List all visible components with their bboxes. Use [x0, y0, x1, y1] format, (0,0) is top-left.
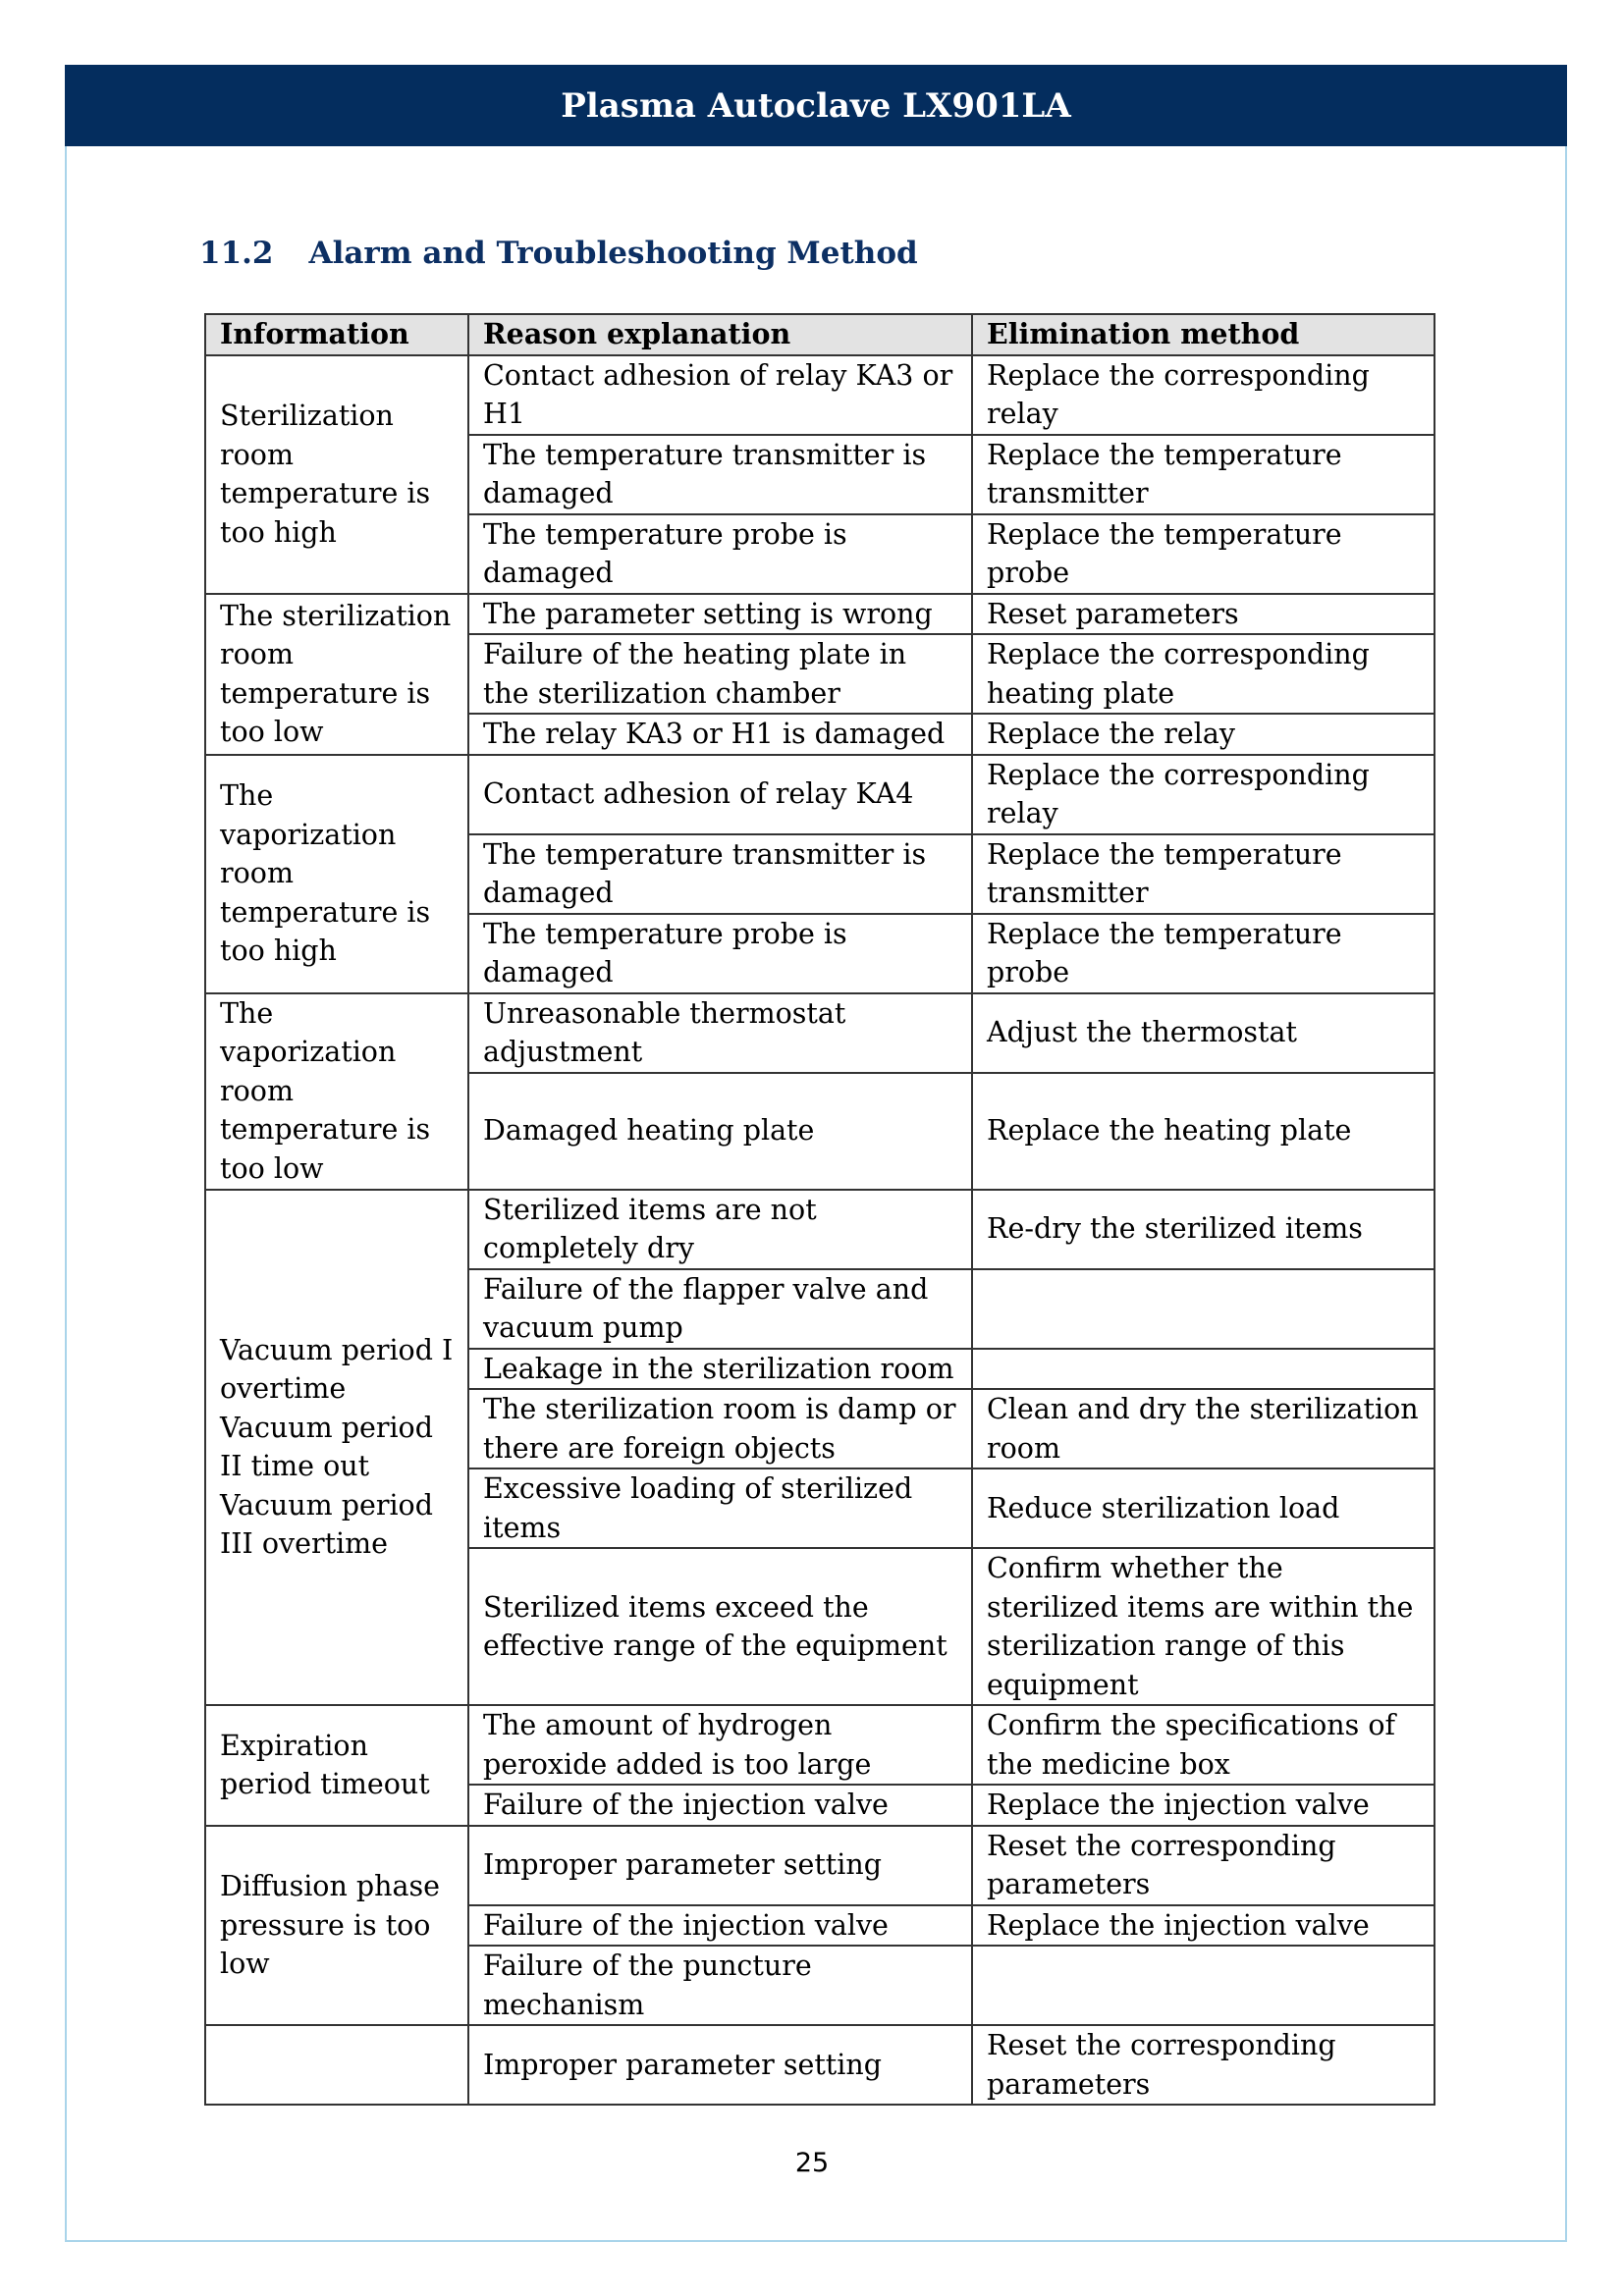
reason-cell: Excessive loading of sterilized items: [468, 1468, 972, 1548]
method-cell: Replace the temperature transmitter: [972, 435, 1435, 514]
method-cell: Confirm whether the sterilized items are within the sterilization range of this equipment: [972, 1548, 1435, 1705]
method-cell: Confirm the specifications of the medicine box: [972, 1705, 1435, 1785]
method-cell: Reset parameters: [972, 594, 1435, 635]
section-heading: [199, 236, 918, 271]
table-row: [205, 1705, 1435, 1785]
table-row: [205, 594, 1435, 635]
reason-cell: Improper parameter setting: [468, 1826, 972, 1905]
document-title: Plasma Autoclave LX901LA: [561, 85, 1071, 126]
reason-cell: Failure of the puncture mechanism: [468, 1946, 972, 2025]
table-row: [205, 1190, 1435, 1269]
reason-cell: The relay KA3 or H1 is damaged: [468, 714, 972, 755]
reason-cell: The temperature transmitter is damaged: [468, 435, 972, 514]
page-number: 25: [794, 2148, 830, 2178]
table-header-row: [205, 314, 1435, 355]
info-cell: Diffusion phase pressure is too low: [205, 1826, 468, 2026]
method-cell: Re-dry the sterilized items: [972, 1190, 1435, 1269]
method-cell: Adjust the thermostat: [972, 993, 1435, 1073]
reason-cell: The sterilization room is damp or there are foreign objects: [468, 1389, 972, 1468]
table-row: [205, 755, 1435, 834]
reason-cell: Sterilized items exceed the effective range of the equipment: [468, 1548, 972, 1705]
table-row: [205, 1826, 1435, 1905]
info-cell: The vaporization room temperature is too low: [205, 993, 468, 1190]
reason-cell: Failure of the flapper valve and vacuum pump: [468, 1269, 972, 1349]
info-cell: [205, 2025, 468, 2105]
reason-cell: The temperature probe is damaged: [468, 514, 972, 594]
table-row: [205, 993, 1435, 1073]
section-number: 11.2: [199, 236, 274, 271]
method-cell: Reset the corresponding parameters: [972, 2025, 1435, 2105]
method-cell: [972, 1349, 1435, 1390]
reason-cell: The parameter setting is wrong: [468, 594, 972, 635]
reason-cell: Contact adhesion of relay KA3 or H1: [468, 355, 972, 435]
method-cell: Replace the injection valve: [972, 1785, 1435, 1826]
method-cell: Replace the heating plate: [972, 1073, 1435, 1190]
reason-cell: Leakage in the sterilization room: [468, 1349, 972, 1390]
method-cell: [972, 1269, 1435, 1349]
reason-cell: The amount of hydrogen peroxide added is too large: [468, 1705, 972, 1785]
method-cell: Replace the temperature transmitter: [972, 834, 1435, 914]
column-header-method: Elimination method: [972, 314, 1435, 355]
table-row: [205, 2025, 1435, 2105]
reason-cell: Contact adhesion of relay KA4: [468, 755, 972, 834]
method-cell: Replace the corresponding heating plate: [972, 634, 1435, 714]
method-cell: Replace the relay: [972, 714, 1435, 755]
info-cell: Sterilization room temperature is too high: [205, 355, 468, 594]
info-cell: The sterilization room temperature is too low: [205, 594, 468, 755]
method-cell: Reset the corresponding parameters: [972, 1826, 1435, 1905]
method-cell: Replace the temperature probe: [972, 514, 1435, 594]
table-row: [205, 355, 1435, 435]
info-cell: Expiration period timeout: [205, 1705, 468, 1826]
column-header-information: Information: [205, 314, 468, 355]
reason-cell: Damaged heating plate: [468, 1073, 972, 1190]
method-cell: Replace the temperature probe: [972, 914, 1435, 993]
reason-cell: Failure of the injection valve: [468, 1905, 972, 1947]
reason-cell: The temperature transmitter is damaged: [468, 834, 972, 914]
info-cell: The vaporization room temperature is too high: [205, 755, 468, 993]
info-cell: Vacuum period I overtime Vacuum period II time out Vacuum period III overtime: [205, 1190, 468, 1706]
section-title: Alarm and Troubleshooting Method: [308, 236, 918, 271]
method-cell: Replace the injection valve: [972, 1905, 1435, 1947]
reason-cell: Sterilized items are not completely dry: [468, 1190, 972, 1269]
reason-cell: Unreasonable thermostat adjustment: [468, 993, 972, 1073]
document-header: [65, 65, 1567, 146]
method-cell: [972, 1946, 1435, 2025]
method-cell: Replace the corresponding relay: [972, 755, 1435, 834]
reason-cell: Failure of the heating plate in the sterilization chamber: [468, 634, 972, 714]
method-cell: Replace the corresponding relay: [972, 355, 1435, 435]
table-body: [205, 355, 1435, 2106]
reason-cell: Improper parameter setting: [468, 2025, 972, 2105]
reason-cell: Failure of the injection valve: [468, 1785, 972, 1826]
method-cell: Clean and dry the sterilization room: [972, 1389, 1435, 1468]
method-cell: Reduce sterilization load: [972, 1468, 1435, 1548]
reason-cell: The temperature probe is damaged: [468, 914, 972, 993]
column-header-reason: Reason explanation: [468, 314, 972, 355]
troubleshooting-table: [204, 313, 1435, 2106]
